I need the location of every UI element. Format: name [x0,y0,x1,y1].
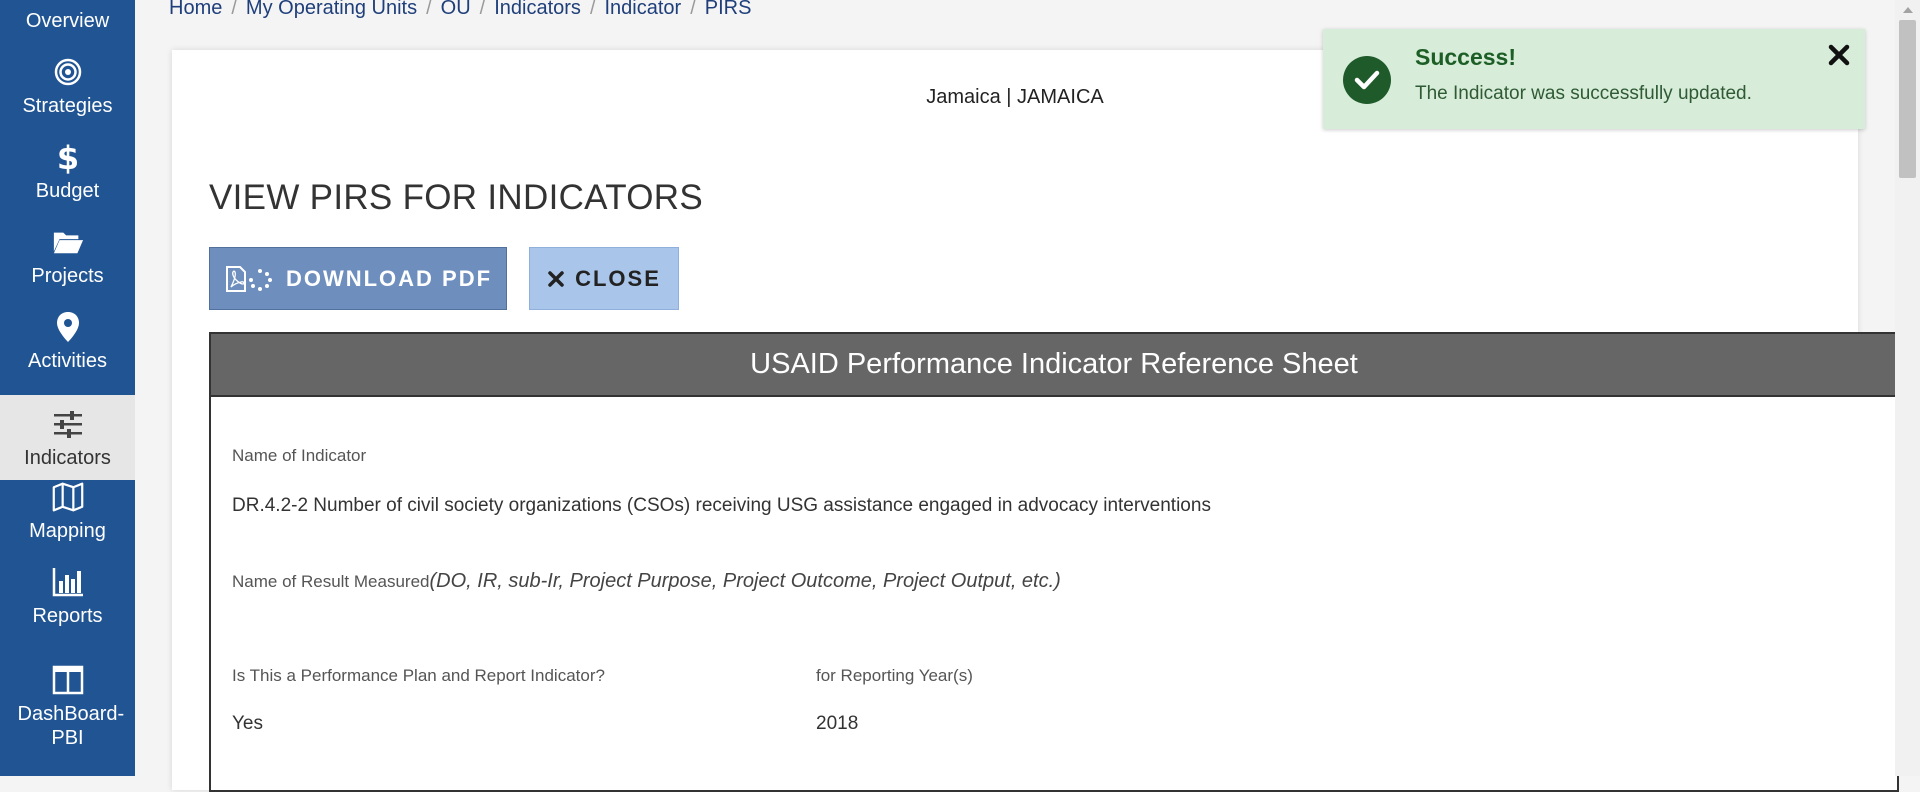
svg-text:$: $ [56,140,79,174]
sidebar-item-label: DashBoard-PBI [17,703,125,749]
sidebar-item-dashboard-pbi[interactable] [0,650,135,760]
sidebar-item-overview[interactable] [0,0,135,43]
scroll-up-icon[interactable] [1895,0,1920,20]
breadcrumb-separator: / [690,0,696,19]
file-pdf-icon [224,265,274,293]
bar-chart-icon [52,566,84,598]
sidebar-item-activities[interactable] [0,298,135,383]
breadcrumb-separator: / [231,0,237,19]
result-measured-label-text: Name of Result Measured [232,572,430,591]
sliders-icon [52,408,84,440]
breadcrumb-indicator[interactable]: Indicator [604,0,682,19]
dollar-icon [52,141,84,173]
result-measured-hint: (DO, IR, sub-Ir, Project Purpose, Project Outcome, Project Output, etc.) [429,570,1061,592]
sidebar-item-strategies[interactable] [0,43,135,128]
page-title: VIEW PIRS FOR INDICATORS [209,178,704,217]
sidebar-item-label: Activities [28,350,107,372]
ppr-indicator-value: Yes [232,713,263,734]
pirs-table [209,332,1899,792]
close-icon [547,270,565,288]
download-pdf-button[interactable] [209,247,507,310]
breadcrumb [169,0,751,20]
reporting-year-label: for Reporting Year(s) [816,666,973,685]
sidebar-item-budget[interactable] [0,128,135,213]
sidebar [0,0,135,776]
overview-icon [52,0,84,3]
check-circle-icon [1343,56,1391,104]
breadcrumb-separator: / [479,0,486,19]
sidebar-item-label: Overview [25,10,110,32]
sidebar-item-projects[interactable] [0,213,135,298]
breadcrumb-pirs[interactable]: PIRS [704,0,752,19]
sidebar-item-label: Mapping [29,520,106,542]
target-icon [52,56,84,88]
operating-unit-title: Jamaica | JAMAICA [926,86,1104,108]
map-icon [52,481,84,513]
folder-open-icon [52,226,84,258]
sidebar-item-mapping[interactable] [0,468,135,553]
name-of-indicator-label: Name of Indicator [232,446,367,465]
download-pdf-label: DOWNLOAD PDF [285,265,493,291]
sidebar-item-label: Budget [35,180,100,202]
toast-message: The Indicator was successfully updated. [1415,83,1752,104]
pirs-header: USAID Performance Indicator Reference Sheet [211,334,1897,397]
toast-close-icon[interactable] [1827,43,1851,67]
sidebar-item-label: Indicators [24,447,111,469]
reporting-year-value: 2018 [816,713,859,734]
sidebar-item-label: Strategies [22,95,113,117]
result-measured-label [232,570,1061,593]
breadcrumb-ou[interactable]: OU [440,0,471,19]
breadcrumb-home[interactable]: Home [169,0,223,19]
sidebar-item-reports[interactable] [0,553,135,638]
vertical-scrollbar[interactable] [1895,0,1920,776]
name-of-indicator-value: DR.4.2-2 Number of civil society organizations (CSOs) receiving USG assistance engaged in advocacy interventions [232,495,1211,516]
map-marker-icon [52,311,84,343]
scrollbar-thumb[interactable] [1899,20,1916,178]
success-toast [1323,29,1865,129]
breadcrumb-separator: / [426,0,432,19]
ppr-indicator-label: Is This a Performance Plan and Report Indicator? [232,666,605,685]
toast-title: Success! [1415,44,1517,70]
columns-icon [52,664,84,696]
breadcrumb-my-operating-units[interactable]: My Operating Units [245,0,418,19]
close-button[interactable] [529,247,679,310]
breadcrumb-indicators[interactable]: Indicators [494,0,581,19]
sidebar-item-label: Reports [32,605,103,627]
breadcrumb-separator: / [589,0,596,19]
close-label: CLOSE [575,265,661,291]
sidebar-item-label: Projects [31,265,104,287]
